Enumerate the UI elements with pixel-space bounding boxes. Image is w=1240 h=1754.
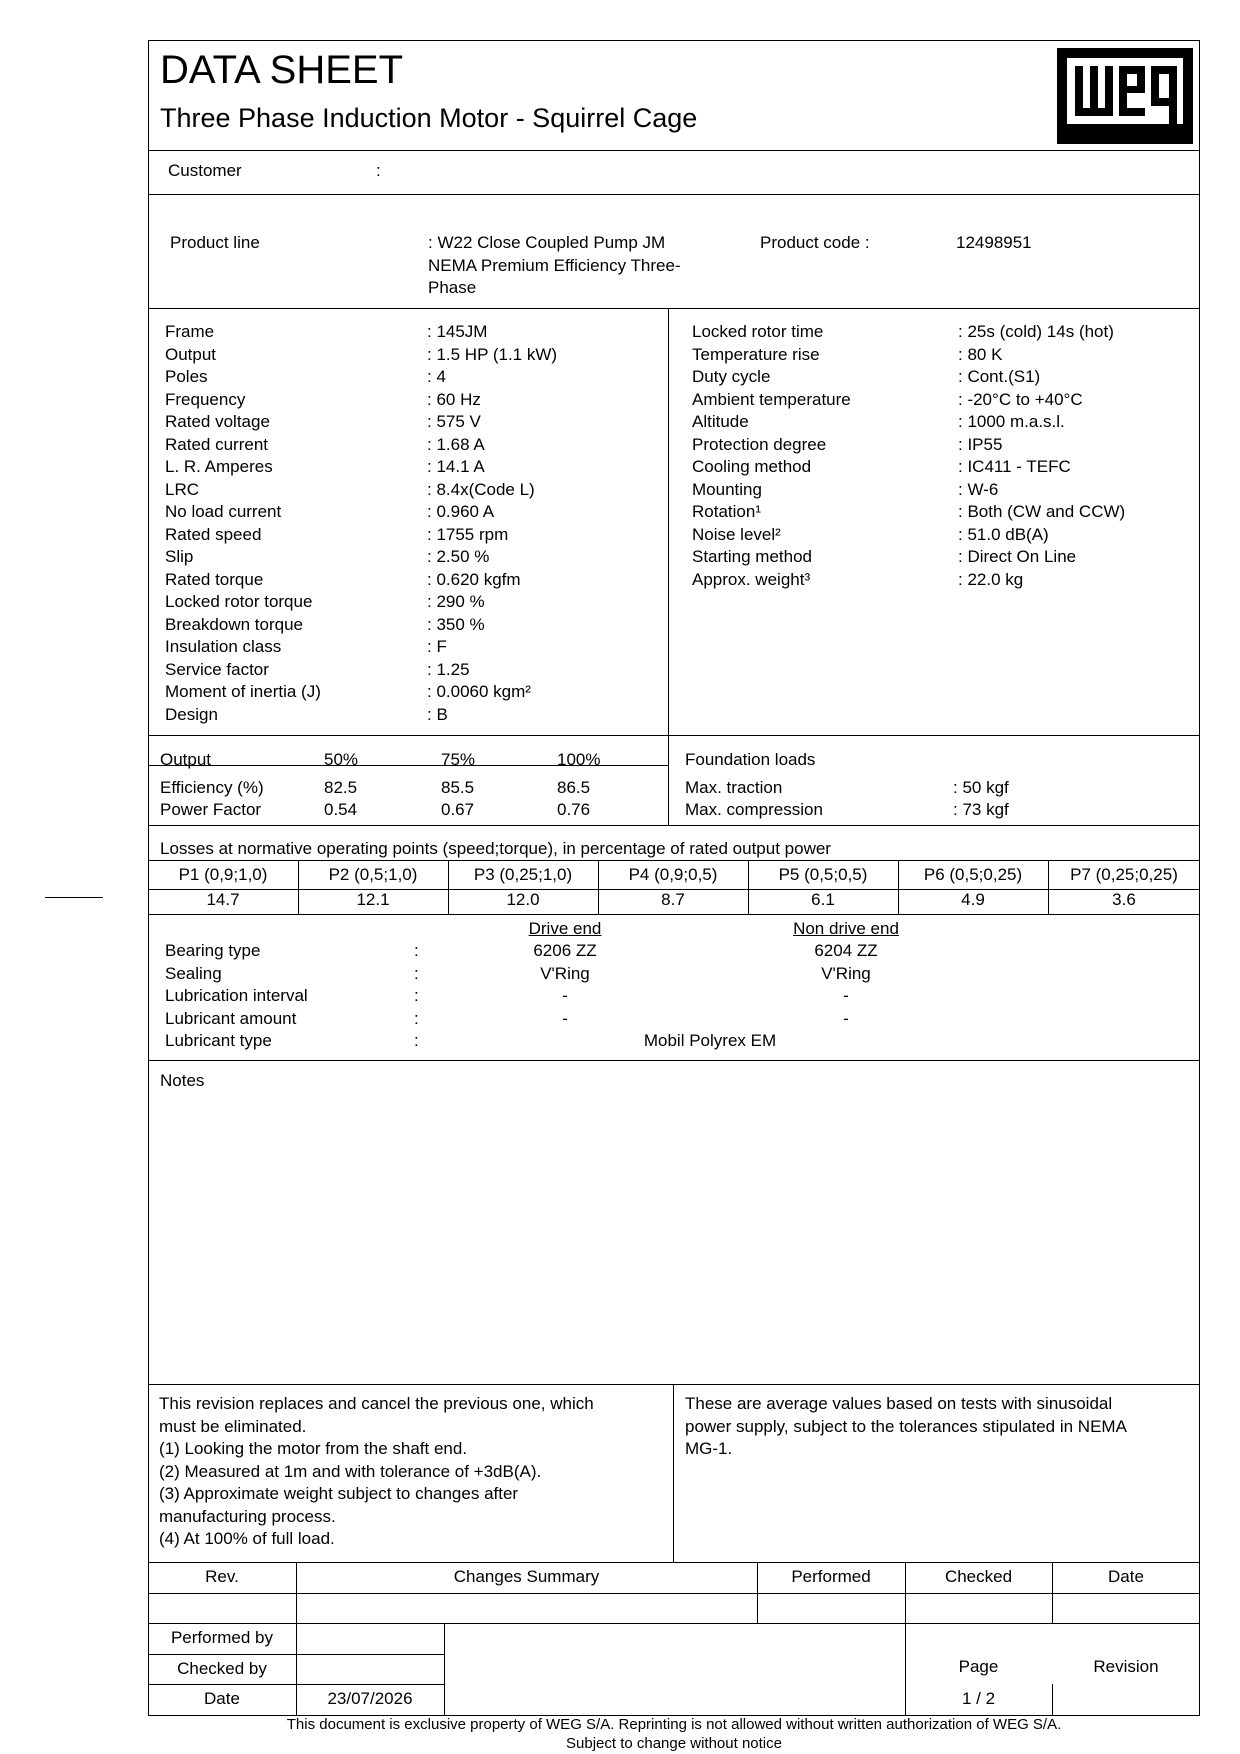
efficiency-75: 85.5 — [441, 778, 475, 797]
perf-header-100: 100% — [557, 750, 601, 769]
power-factor-label: Power Factor — [160, 800, 262, 819]
losses-header-p3: P3 (0,25;1,0) — [473, 865, 573, 884]
divider — [148, 914, 1200, 915]
margin-mark — [45, 897, 103, 898]
footer-copyright: This document is exclusive property of WEG S/A. Reprinting is not allowed without written authorization of WEG S/A. — [286, 1716, 1062, 1733]
losses-value-p1: 14.7 — [206, 890, 240, 909]
specs-right-labels: Locked rotor time Temperature rise Duty cycle Ambient temperature Altitude Protection degree Cooling method Mounting Rotation¹ Noise level² Starting method Approx. weight³ — [692, 322, 851, 589]
footnotes-right: These are average values based on tests with sinusoidal power supply, subject to the tolerances stipulated in NEMA MG-1. — [685, 1394, 1127, 1458]
losses-header-p6: P6 (0,5;0,25) — [923, 865, 1023, 884]
bearing-labels: Bearing type Sealing Lubrication interval Lubricant amount Lubricant type — [165, 941, 308, 1050]
efficiency-50: 82.5 — [324, 778, 358, 797]
perf-header-50: 50% — [324, 750, 359, 769]
drive-end-header: Drive end — [528, 919, 602, 938]
checked-header: Checked — [944, 1567, 1013, 1586]
losses-header-p1: P1 (0,9;1,0) — [178, 865, 268, 884]
losses-value-p6: 4.9 — [961, 890, 985, 909]
losses-value-p7: 3.6 — [1112, 890, 1136, 909]
divider — [148, 308, 1200, 309]
losses-value-p5: 6.1 — [811, 890, 835, 909]
footer-notice: Subject to change without notice — [566, 1735, 782, 1752]
checked-by-label: Checked by — [177, 1659, 267, 1678]
performed-header: Performed — [791, 1567, 871, 1586]
date-header: Date — [1108, 1567, 1144, 1586]
bearing-non-drive-end-values: 6204 ZZ V'Ring - - — [814, 941, 878, 1028]
losses-value-p3: 12.0 — [506, 890, 540, 909]
power-factor-75: 0.67 — [441, 800, 475, 819]
divider — [148, 735, 1200, 736]
divider — [148, 1384, 1200, 1385]
weg-logo — [1057, 48, 1193, 144]
power-factor-100: 0.76 — [557, 800, 591, 819]
product-code-label: Product code : — [760, 233, 870, 252]
revision-label: Revision — [1093, 1657, 1159, 1676]
non-drive-end-header: Non drive end — [793, 919, 899, 938]
bearing-separators: : : : : : — [414, 941, 419, 1050]
divider — [148, 194, 1200, 195]
divider — [148, 1060, 1200, 1061]
specs-left-labels: Frame Output Poles Frequency Rated voltage Rated current L. R. Amperes LRC No load current Rated speed Slip Rated torque Locked rotor torque Breakdown torque Insulation class Service factor Moment of inertia (J) Design — [165, 322, 321, 724]
product-code-value: 12498951 — [956, 233, 1032, 252]
losses-header-p4: P4 (0,9;0,5) — [628, 865, 718, 884]
divider — [148, 1593, 1200, 1594]
losses-header-p5: P5 (0,5;0,5) — [778, 865, 868, 884]
performed-by-label: Performed by — [170, 1628, 274, 1647]
date-value: 23/07/2026 — [327, 1689, 413, 1708]
rev-header: Rev. — [205, 1567, 239, 1586]
lubricant-type-value: Mobil Polyrex EM — [643, 1031, 777, 1050]
max-traction-label: Max. traction — [685, 778, 783, 797]
page-subtitle: Three Phase Induction Motor - Squirrel Cage — [160, 103, 698, 133]
date-label: Date — [204, 1689, 240, 1708]
product-line-value: : W22 Close Coupled Pump JM NEMA Premium Efficiency Three- Phase — [428, 233, 681, 297]
perf-header-output: Output — [160, 750, 212, 769]
losses-value-p4: 8.7 — [661, 890, 685, 909]
page-label: Page — [958, 1657, 999, 1676]
efficiency-100: 86.5 — [557, 778, 591, 797]
max-compression-label: Max. compression — [685, 800, 823, 819]
footnotes-left: This revision replaces and cancel the previous one, which must be eliminated. (1) Looking the motor from the shaft end. (2) Measured at 1m and with tolerance of +3dB(A). (3) Approximate weight subject to changes after manufacturing process. (4) At 100% of full load. — [159, 1394, 594, 1548]
perf-header-75: 75% — [441, 750, 476, 769]
divider — [148, 150, 1200, 151]
losses-value-p2: 12.1 — [356, 890, 390, 909]
foundation-title: Foundation loads — [685, 750, 816, 769]
losses-header-p2: P2 (0,5;1,0) — [328, 865, 418, 884]
page-value: 1 / 2 — [961, 1689, 996, 1708]
divider — [668, 308, 669, 825]
specs-left-values: : 145JM : 1.5 HP (1.1 kW) : 4 : 60 Hz : 575 V : 1.68 A : 14.1 A : 8.4x(Code L) : 0.960 A : 1755 rpm : 2.50 % : 0.620 kgfm : 290 % : 350 % : F : 1.25 : 0.0060 kgm² : B — [427, 322, 558, 724]
divider — [1052, 1684, 1053, 1716]
customer-label: Customer — [168, 161, 242, 180]
notes-title: Notes — [160, 1071, 205, 1090]
divider — [444, 1623, 445, 1716]
specs-right-values: : 25s (cold) 14s (hot) : 80 K : Cont.(S1) : -20°C to +40°C : 1000 m.a.s.l. : IP55 : IC411 - TEFC : W-6 : Both (CW and CCW) : 51.0 dB(A) : Direct On Line : 22.0 kg — [958, 322, 1126, 589]
page-title: DATA SHEET — [160, 48, 404, 92]
efficiency-label: Efficiency (%) — [160, 778, 264, 797]
divider — [148, 1623, 1200, 1624]
divider — [148, 1562, 1200, 1563]
customer-value: : — [376, 161, 381, 180]
bearing-drive-end-values: 6206 ZZ V'Ring - - — [533, 941, 597, 1028]
divider — [148, 825, 1200, 826]
losses-title: Losses at normative operating points (speed;torque), in percentage of rated output power — [160, 839, 831, 858]
divider — [673, 1384, 674, 1562]
max-traction-value: : 50 kgf — [953, 778, 1009, 797]
product-line-label: Product line — [170, 233, 260, 252]
losses-header-p7: P7 (0,25;0,25) — [1070, 865, 1178, 884]
changes-summary-header: Changes Summary — [453, 1567, 600, 1586]
max-compression-value: : 73 kgf — [953, 800, 1009, 819]
power-factor-50: 0.54 — [324, 800, 358, 819]
